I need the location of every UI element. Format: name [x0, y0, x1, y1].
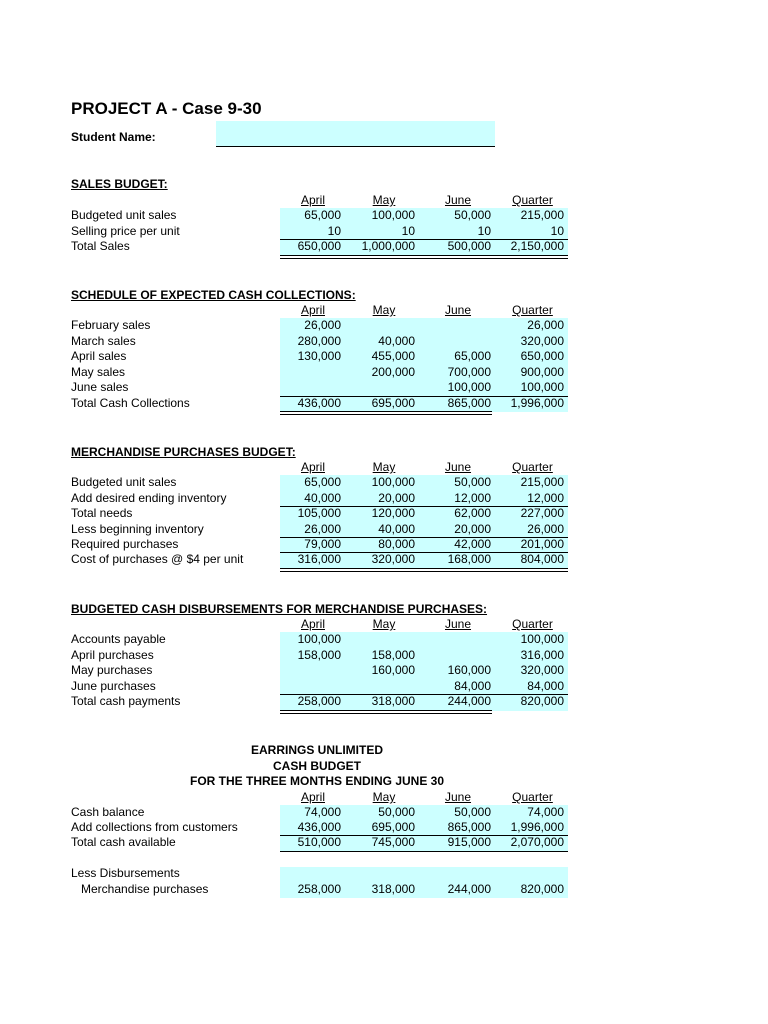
row-label: Total needs — [71, 506, 133, 520]
cell-june[interactable]: 50,000 — [454, 805, 491, 819]
header-quarter: Quarter — [512, 303, 553, 317]
table-row — [0, 835, 768, 851]
cash-budget-header-row — [0, 790, 768, 806]
row-label: June sales — [71, 380, 129, 394]
cell-may[interactable]: 120,000 — [371, 506, 415, 520]
cell-june[interactable]: 500,000 — [447, 239, 491, 253]
cell-april[interactable]: 79,000 — [304, 537, 341, 551]
cell-june[interactable]: 915,000 — [447, 835, 491, 849]
company-name: EARRINGS UNLIMITED — [251, 743, 383, 757]
row-label: Total cash payments — [71, 694, 181, 708]
cell-april[interactable]: 26,000 — [304, 522, 341, 536]
row-label: April purchases — [71, 648, 154, 662]
row-label: May sales — [71, 365, 126, 379]
header-may: May — [372, 617, 396, 631]
table-row — [0, 805, 768, 821]
table-row — [0, 679, 768, 695]
cell-quarter[interactable]: 215,000 — [520, 208, 564, 222]
table-row — [0, 380, 768, 396]
cash-collections-heading: SCHEDULE OF EXPECTED CASH COLLECTIONS: — [71, 288, 356, 302]
cell-june[interactable]: 10 — [477, 224, 491, 238]
cell-quarter[interactable]: 2,070,000 — [510, 835, 564, 849]
header-quarter: Quarter — [512, 617, 553, 631]
cell-may[interactable]: 80,000 — [378, 537, 415, 551]
cell-may[interactable]: 50,000 — [378, 805, 415, 819]
row-label: April sales — [71, 349, 127, 363]
cell-april[interactable]: 436,000 — [297, 396, 341, 410]
row-label: Total Sales — [71, 239, 130, 253]
cell-quarter[interactable]: 820,000 — [520, 694, 564, 708]
table-row — [0, 506, 768, 522]
cell-quarter[interactable]: 84,000 — [527, 679, 564, 693]
cell-april[interactable]: 280,000 — [297, 334, 341, 348]
header-april: April — [300, 460, 325, 474]
cell-april[interactable]: 650,000 — [297, 239, 341, 253]
row-label: Add desired ending inventory — [71, 491, 227, 505]
cell-quarter[interactable]: 804,000 — [520, 552, 564, 566]
cell-may[interactable]: 455,000 — [371, 349, 415, 363]
header-may: May — [372, 303, 396, 317]
row-label: Total cash available — [71, 835, 176, 849]
table-row — [0, 365, 768, 381]
cell-april[interactable]: 316,000 — [297, 552, 341, 566]
cash-budget-title: CASH BUDGET — [272, 759, 361, 773]
cell-may[interactable]: 160,000 — [371, 663, 415, 677]
row-label: Required purchases — [71, 537, 179, 551]
cell-may[interactable]: 10 — [401, 224, 415, 238]
cell-may[interactable]: 158,000 — [371, 648, 415, 662]
disbursements-header-row — [0, 617, 768, 633]
cell-june[interactable]: 700,000 — [447, 365, 491, 379]
row-label: Accounts payable — [71, 632, 166, 646]
cell-may[interactable]: 40,000 — [378, 334, 415, 348]
cell-quarter[interactable]: 2,150,000 — [510, 239, 564, 253]
total-double-rule — [280, 411, 492, 415]
cell-may[interactable]: 100,000 — [371, 475, 415, 489]
table-row — [0, 239, 768, 255]
table-row — [0, 694, 768, 710]
cell-april[interactable]: 40,000 — [304, 491, 341, 505]
cell-quarter[interactable]: 215,000 — [520, 475, 564, 489]
cash-budget-period: FOR THE THREE MONTHS ENDING JUNE 30 — [189, 774, 445, 788]
row-label: Merchandise purchases — [81, 882, 209, 896]
purchases-budget-heading: MERCHANDISE PURCHASES BUDGET: — [71, 445, 296, 459]
cell-april[interactable]: 100,000 — [297, 632, 341, 646]
cell-quarter[interactable]: 316,000 — [520, 648, 564, 662]
cell-may[interactable]: 320,000 — [371, 552, 415, 566]
header-may: May — [372, 193, 396, 207]
cell-april[interactable]: 258,000 — [297, 882, 341, 896]
header-june: June — [444, 617, 472, 631]
cell-april[interactable]: 510,000 — [297, 835, 341, 849]
cell-april[interactable]: 258,000 — [297, 694, 341, 708]
cell-quarter[interactable]: 900,000 — [520, 365, 564, 379]
header-june: June — [444, 460, 472, 474]
cell-june[interactable]: 12,000 — [454, 491, 491, 505]
collections-header-row — [0, 303, 768, 319]
cell-june[interactable]: 50,000 — [454, 208, 491, 222]
row-label: Selling price per unit — [71, 224, 180, 238]
cell-june[interactable]: 160,000 — [447, 663, 491, 677]
cell-june[interactable]: 244,000 — [447, 882, 491, 896]
cell-quarter[interactable]: 320,000 — [520, 663, 564, 677]
row-label: March sales — [71, 334, 136, 348]
cell-may[interactable]: 20,000 — [378, 491, 415, 505]
header-quarter: Quarter — [512, 193, 553, 207]
table-row — [0, 820, 768, 836]
cell-june[interactable]: 42,000 — [454, 537, 491, 551]
cell-april[interactable]: 105,000 — [297, 506, 341, 520]
cell-quarter[interactable]: 201,000 — [520, 537, 564, 551]
header-june: June — [444, 303, 472, 317]
row-label: Add collections from customers — [71, 820, 238, 834]
table-row — [0, 648, 768, 664]
cell-may[interactable]: 745,000 — [371, 835, 415, 849]
cell-quarter[interactable]: 650,000 — [520, 349, 564, 363]
cell-april[interactable]: 74,000 — [304, 805, 341, 819]
total-double-rule — [280, 568, 568, 572]
cell-june[interactable]: 62,000 — [454, 506, 491, 520]
table-row — [0, 537, 768, 553]
table-row — [0, 882, 768, 898]
cell-quarter[interactable]: 100,000 — [520, 380, 564, 394]
header-june: June — [444, 193, 472, 207]
header-quarter: Quarter — [512, 790, 553, 804]
table-row — [0, 208, 768, 224]
cell-may[interactable]: 200,000 — [371, 365, 415, 379]
table-row — [0, 491, 768, 507]
cell-quarter[interactable]: 320,000 — [520, 334, 564, 348]
header-quarter: Quarter — [512, 460, 553, 474]
table-row — [0, 318, 768, 334]
table-row — [0, 632, 768, 648]
cell-quarter[interactable]: 1,996,000 — [510, 820, 564, 834]
table-row — [0, 475, 768, 491]
row-label: February sales — [71, 318, 151, 332]
cell-april[interactable]: 10 — [327, 224, 341, 238]
row-label: Total Cash Collections — [71, 396, 190, 410]
student-name-input[interactable] — [216, 121, 495, 147]
student-name-label: Student Name: — [71, 130, 156, 144]
row-label: June purchases — [71, 679, 156, 693]
row-label: Less beginning inventory — [71, 522, 204, 536]
header-april: April — [300, 790, 325, 804]
cell-june[interactable]: 244,000 — [447, 694, 491, 708]
subtotal-rule — [280, 851, 568, 852]
cell-june[interactable]: 84,000 — [454, 679, 491, 693]
cell-april[interactable]: 158,000 — [297, 648, 341, 662]
cell-quarter[interactable]: 227,000 — [520, 506, 564, 520]
row-label: Less Disbursements — [71, 866, 180, 880]
row-label: Cash balance — [71, 805, 145, 819]
cell-april[interactable]: 65,000 — [304, 475, 341, 489]
cell-june[interactable]: 865,000 — [447, 820, 491, 834]
cell-may[interactable]: 100,000 — [371, 208, 415, 222]
cell-quarter[interactable]: 100,000 — [520, 632, 564, 646]
total-double-rule — [280, 710, 492, 714]
cell-june[interactable]: 100,000 — [447, 380, 491, 394]
cell-june[interactable]: 865,000 — [447, 396, 491, 410]
cell-quarter[interactable]: 26,000 — [527, 522, 564, 536]
cell-may[interactable]: 1,000,000 — [361, 239, 415, 253]
cell-june[interactable]: 65,000 — [454, 349, 491, 363]
cell-june[interactable]: 168,000 — [447, 552, 491, 566]
header-april: April — [300, 193, 325, 207]
cell-quarter[interactable]: 26,000 — [527, 318, 564, 332]
cell-april[interactable]: 65,000 — [304, 208, 341, 222]
purchases-header-row — [0, 460, 768, 476]
row-label: May purchases — [71, 663, 153, 677]
cell-quarter[interactable]: 820,000 — [520, 882, 564, 896]
table-row — [0, 349, 768, 365]
cell-april[interactable]: 130,000 — [297, 349, 341, 363]
table-row — [0, 522, 768, 538]
row-label: Budgeted unit sales — [71, 208, 177, 222]
page-title: PROJECT A - Case 9-30 — [71, 99, 262, 118]
cell-may[interactable]: 318,000 — [371, 882, 415, 896]
header-april: April — [300, 303, 325, 317]
cell-may[interactable]: 40,000 — [378, 522, 415, 536]
cell-april[interactable]: 26,000 — [304, 318, 341, 332]
sales-budget-heading: SALES BUDGET: — [71, 177, 168, 191]
cell-may[interactable]: 695,000 — [371, 396, 415, 410]
sales-header-row — [0, 193, 768, 209]
cell-quarter[interactable]: 12,000 — [527, 491, 564, 505]
header-june: June — [444, 790, 472, 804]
cell-quarter[interactable]: 10 — [550, 224, 564, 238]
header-may: May — [372, 460, 396, 474]
cell-quarter[interactable]: 74,000 — [527, 805, 564, 819]
cell-may[interactable]: 695,000 — [371, 820, 415, 834]
cell-quarter[interactable]: 1,996,000 — [510, 396, 564, 410]
disbursements-heading: BUDGETED CASH DISBURSEMENTS FOR MERCHANDISE PURCHASES: — [71, 602, 488, 616]
table-row — [0, 552, 768, 568]
row-label: Budgeted unit sales — [71, 475, 177, 489]
cell-june[interactable]: 20,000 — [454, 522, 491, 536]
cell-may[interactable]: 318,000 — [371, 694, 415, 708]
cell-june[interactable]: 50,000 — [454, 475, 491, 489]
cell-april[interactable]: 436,000 — [297, 820, 341, 834]
table-row — [0, 663, 768, 679]
row-label: Cost of purchases @ $4 per unit — [71, 552, 244, 566]
header-april: April — [300, 617, 325, 631]
header-may: May — [372, 790, 396, 804]
table-row — [0, 334, 768, 350]
less-disbursements-row — [0, 866, 768, 882]
total-double-rule — [280, 255, 568, 259]
table-row — [0, 224, 768, 240]
table-row — [0, 396, 768, 412]
